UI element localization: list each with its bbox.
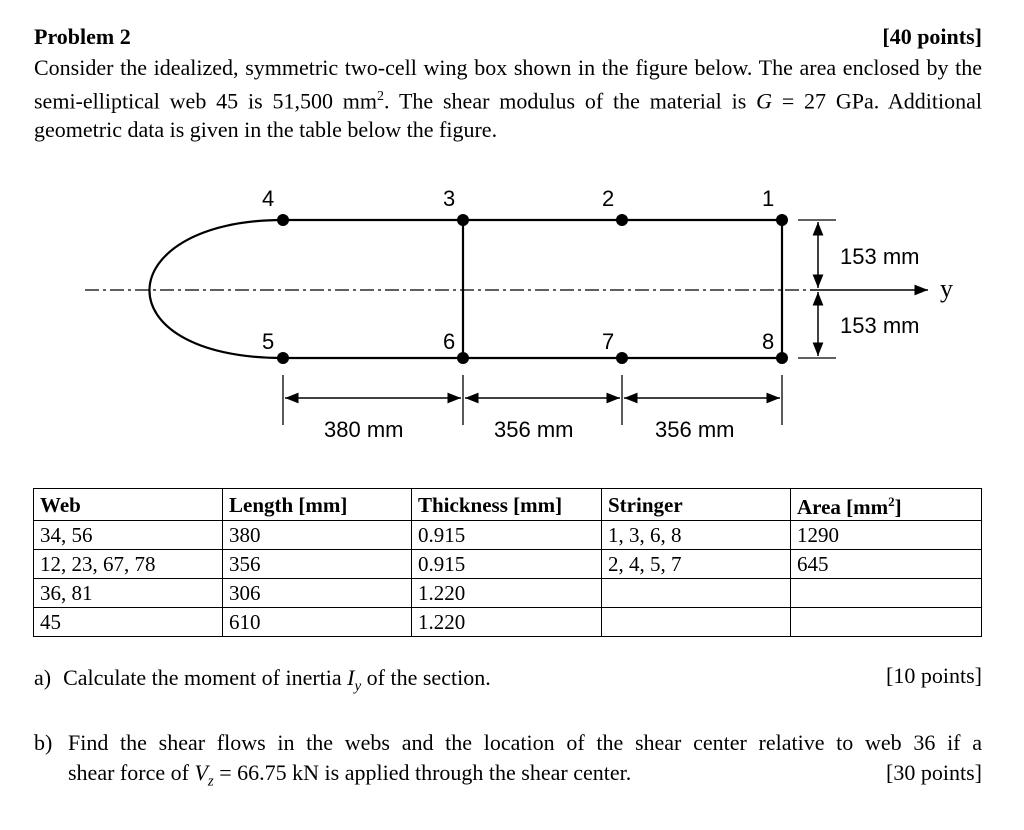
intro-sup: 2 [377,89,385,104]
question-a-text-2: of the section. [361,665,491,690]
label-stringer-4: 4 [262,186,275,211]
question-b-var: V [194,760,208,785]
cell-area [791,608,982,637]
table-row [34,579,982,608]
header-length: Length [mm] [223,489,412,521]
question-b-text-1: shear force of [68,760,195,785]
dim-label-bottom: 153 mm [840,313,920,338]
stringer-8 [776,352,788,364]
cell-web: 12, 23, 67, 78 [34,550,223,579]
question-b-points: [30 points] [886,760,982,785]
cell-stringer: 2, 4, 5, 7 [602,550,791,579]
cell-web: 36, 81 [34,579,223,608]
cell-thickness: 0.915 [412,550,602,579]
cell-stringer [602,579,791,608]
header-area-text: Area [mm [797,495,889,519]
question-a-var: I [347,665,355,690]
geometry-table [33,488,982,637]
question-b-line-1: Find the shear flows in the webs and the location of the shear center relative to web 36 if a [68,730,982,755]
label-stringer-8: 8 [762,329,775,354]
question-a [34,663,491,701]
cell-length: 380 [223,521,412,550]
stringer-6 [457,352,469,364]
cell-area [791,579,982,608]
cell-web: 45 [34,608,223,637]
question-b-line-2 [68,758,982,796]
cell-area: 645 [791,550,982,579]
label-stringer-6: 6 [443,329,456,354]
question-b-sub: z [207,773,214,790]
stringer-3 [457,214,469,226]
header-thickness: Thickness [mm] [412,489,602,521]
intro-text-1: Consider the idealized, symmetric two-cell wing box shown in the figure below. The area enclosed by the semi-elliptical web 45 is 51,500 mm [34,55,982,114]
header-area-sup: 2 [888,494,895,509]
question-a-label: a) [34,665,52,690]
table-header-row [34,489,982,521]
cell-thickness: 0.915 [412,521,602,550]
table-row [34,521,982,550]
stringer-2 [616,214,628,226]
dim-label-380: 380 mm [324,417,404,442]
problem-points: [40 points] [882,24,982,49]
stringer-4 [277,214,289,226]
y-axis-label: y [940,274,953,303]
dim-label-top: 153 mm [840,244,920,269]
cell-length: 610 [223,608,412,637]
intro-text-2: . The shear modulus of the material is [384,88,757,114]
intro-var-g: G [756,88,772,114]
cell-length: 306 [223,579,412,608]
label-stringer-1: 1 [762,186,775,211]
question-a-text-1: Calculate the moment of inertia [63,665,348,690]
question-a-points: [10 points] [886,663,982,688]
stringer-7 [616,352,628,364]
cell-web: 34, 56 [34,521,223,550]
stringer-1 [776,214,788,226]
cell-stringer: 1, 3, 6, 8 [602,521,791,550]
question-b-label: b) [34,730,53,755]
header-area [791,489,982,521]
label-stringer-5: 5 [262,329,275,354]
table-row [34,550,982,579]
cell-area: 1290 [791,521,982,550]
intro-text-3: = 27 GPa. Additional geometric data is given in the table below the figure. [34,88,982,143]
cell-thickness: 1.220 [412,608,602,637]
table-row [34,608,982,637]
label-stringer-3: 3 [443,186,456,211]
header-web: Web [34,489,223,521]
label-stringer-7: 7 [602,329,615,354]
dim-label-356-b: 356 mm [655,417,735,442]
problem-title: Problem 2 [34,24,131,49]
question-b-text-2: = 66.75 kN is applied through the shear center. [213,760,632,785]
dim-label-356-a: 356 mm [494,417,574,442]
cell-stringer [602,608,791,637]
label-stringer-2: 2 [602,186,615,211]
question-a-sub: y [354,678,362,695]
cell-thickness: 1.220 [412,579,602,608]
cell-length: 356 [223,550,412,579]
question-b [34,728,982,796]
header-stringer: Stringer [602,489,791,521]
stringer-5 [277,352,289,364]
header-area-close: ] [894,495,902,519]
